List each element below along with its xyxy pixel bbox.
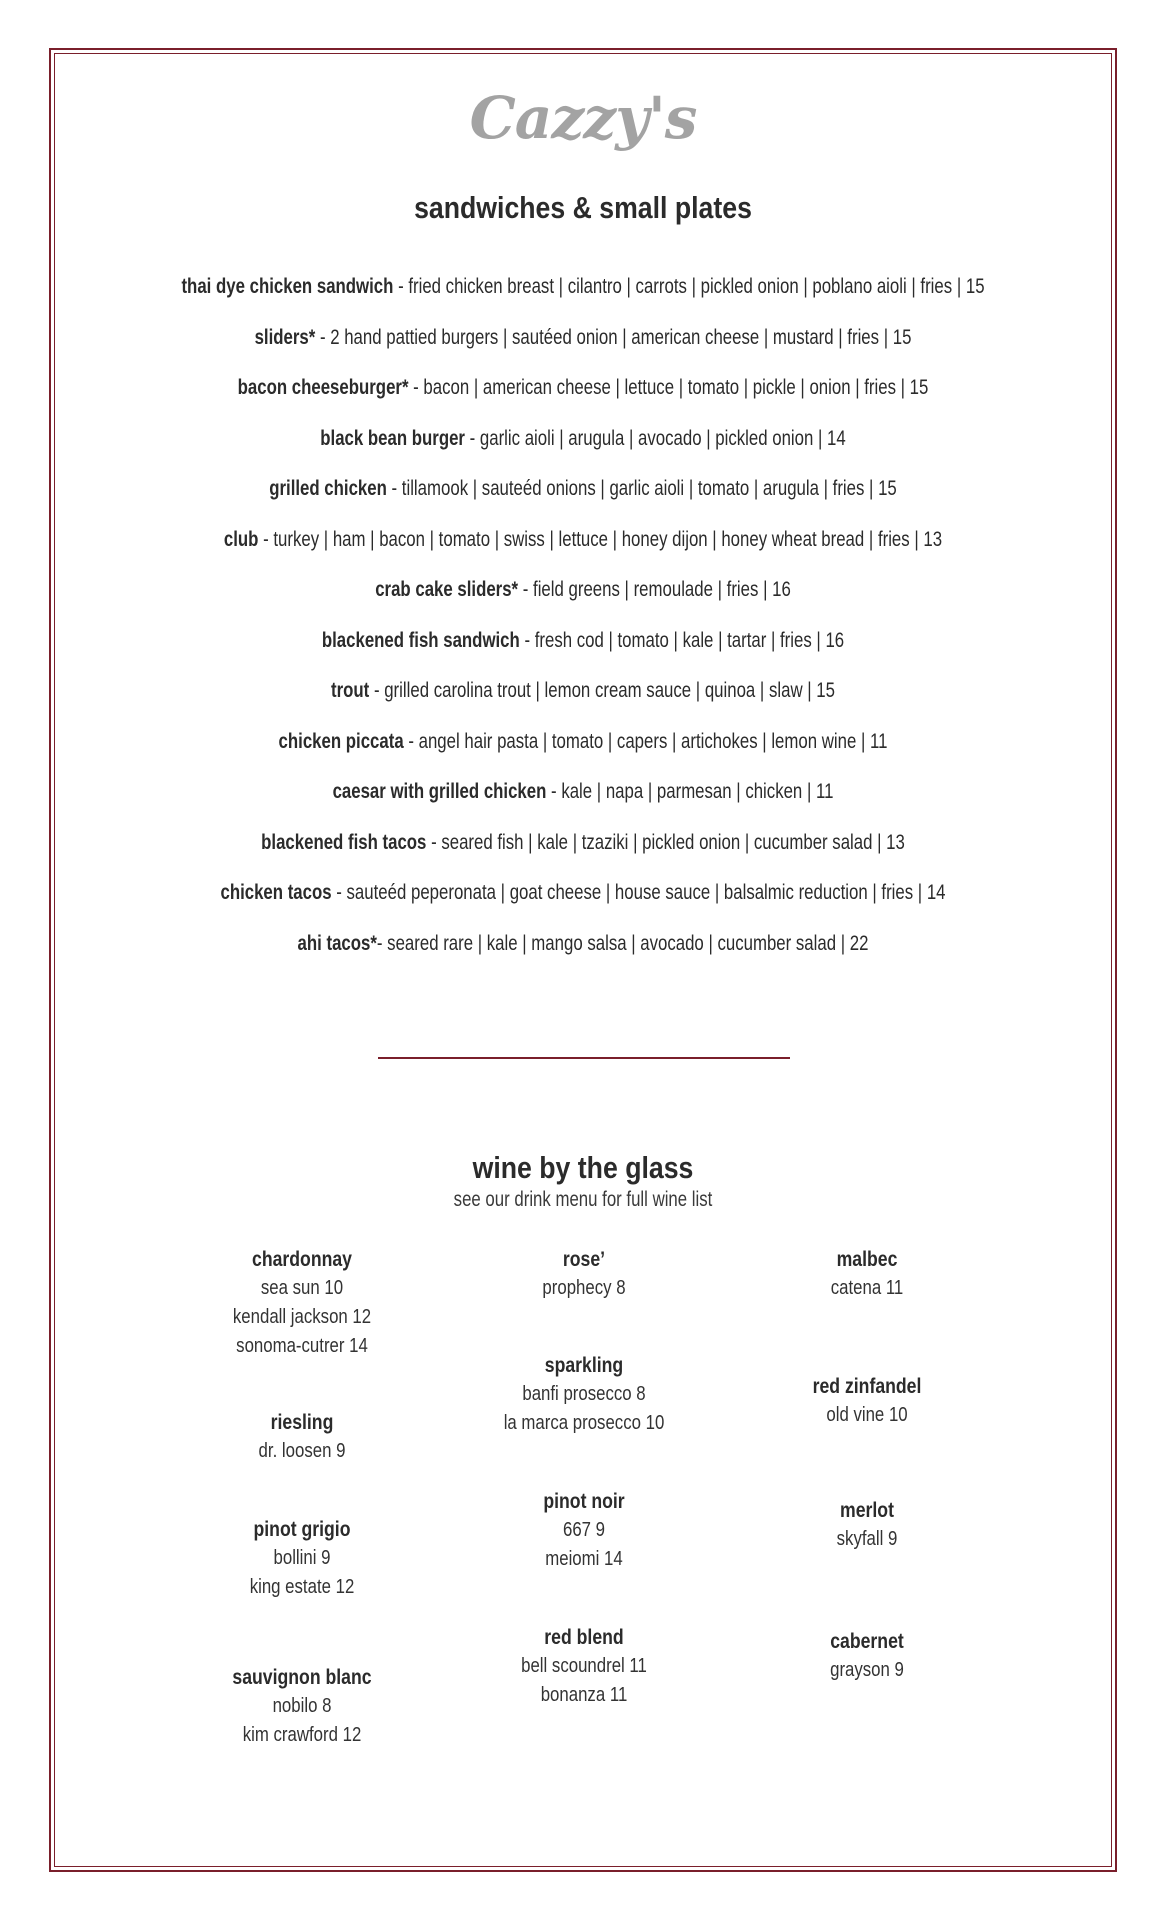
wine-label-price: catena 11: [830, 1277, 904, 1299]
sandwich-menu-list: [60, 268, 1106, 975]
menu-item-name: trout: [331, 679, 370, 702]
menu-item: [165, 319, 1002, 370]
wine-group: [766, 1627, 968, 1685]
menu-item-description: - tillamook | sauteéd onions | garlic aioli | tomato | arugula | fries | 15: [386, 477, 897, 500]
wine-label-price: banfi prosecco 8: [522, 1383, 646, 1405]
menu-item-description: - 2 hand pattied burgers | sautéed onion | american cheese | mustard | fries | 15: [315, 325, 912, 349]
menu-item: [165, 470, 1002, 521]
menu-item-name: chicken piccata: [278, 729, 404, 753]
wine-label-price: grayson 9: [830, 1659, 904, 1681]
wine-group: [483, 1351, 685, 1438]
wine-varietal: malbec: [836, 1248, 898, 1271]
wine-label-price: la marca prosecco 10: [503, 1412, 665, 1434]
menu-item-description: - turkey | ham | bacon | tomato | swiss | lettuce | honey dijon | honey wheat bread | fries | 13: [258, 527, 943, 551]
menu-item-description: - fresh cod | tomato | kale | tartar | fries | 16: [519, 628, 845, 652]
wine-group: [766, 1245, 968, 1303]
menu-item-description: - bacon | american cheese | lettuce | tomato | pickle | onion | fries | 15: [408, 376, 929, 399]
wine-varietal: cabernet: [830, 1630, 904, 1653]
menu-item-description: - kale | napa | parmesan | chicken | 11: [546, 780, 834, 803]
wine-group: [766, 1372, 968, 1430]
menu-item-name: sliders*: [254, 325, 316, 349]
menu-item-name: ahi tacos*: [297, 931, 377, 955]
wine-varietal: chardonnay: [252, 1248, 352, 1271]
menu-item-name: grilled chicken: [269, 477, 387, 500]
menu-item-name: black bean burger: [320, 426, 465, 450]
menu-item: [165, 824, 1002, 875]
menu-item: [165, 773, 1002, 824]
menu-item-name: chicken tacos: [220, 881, 332, 904]
wine-group: [483, 1245, 685, 1303]
wine-label-price: bollini 9: [273, 1547, 331, 1569]
wine-group: [483, 1623, 685, 1710]
wine-group: [201, 1245, 403, 1361]
menu-item: [165, 622, 1002, 673]
menu-item-name: thai dye chicken sandwich: [181, 275, 394, 298]
wine-label-price: old vine 10: [826, 1404, 908, 1426]
menu-item-name: blackened fish sandwich: [321, 628, 520, 652]
menu-item: [165, 420, 1002, 471]
wine-label-price: kendall jackson 12: [232, 1306, 372, 1328]
wine-varietal: pinot grigio: [253, 1518, 351, 1541]
wine-label-price: 667 9: [562, 1519, 606, 1541]
wine-label-price: nobilo 8: [272, 1695, 332, 1717]
wine-varietal: merlot: [840, 1499, 894, 1522]
wine-label-price: kim crawford 12: [242, 1724, 362, 1746]
wine-group: [201, 1663, 403, 1750]
menu-item: [165, 672, 1002, 723]
menu-item-description: - grilled carolina trout | lemon cream sauce | quinoa | slaw | 15: [369, 679, 835, 702]
wine-label-price: bonanza 11: [540, 1684, 628, 1706]
menu-item-name: blackened fish tacos: [261, 830, 427, 854]
menu-item-description: - field greens | remoulade | fries | 16: [518, 578, 791, 601]
wine-varietal: sauvignon blanc: [232, 1666, 372, 1689]
wine-label-price: king estate 12: [249, 1576, 355, 1598]
wine-group: [201, 1515, 403, 1602]
wine-group: [201, 1408, 403, 1466]
menu-item-description: - angel hair pasta | tomato | capers | artichokes | lemon wine | 11: [403, 729, 888, 753]
menu-item-description: - garlic aioli | arugula | avocado | pickled onion | 14: [464, 426, 846, 450]
menu-item: [165, 925, 1002, 976]
wine-label-price: sonoma-cutrer 14: [236, 1335, 368, 1357]
wine-subtitle: see our drink menu for full wine list: [453, 1188, 713, 1211]
menu-item: [165, 874, 1002, 925]
wine-label-price: skyfall 9: [836, 1528, 898, 1550]
menu-item: [165, 723, 1002, 774]
wine-section-title: wine by the glass: [472, 1150, 694, 1185]
wine-label-price: sea sun 10: [260, 1277, 344, 1299]
wine-varietal: red blend: [544, 1626, 624, 1649]
menu-item-description: - seared fish | kale | tzaziki | pickled onion | cucumber salad | 13: [426, 830, 905, 854]
wine-group: [766, 1496, 968, 1554]
menu-item: [165, 369, 1002, 420]
wine-varietal: rose’: [562, 1248, 606, 1271]
wine-label-price: bell scoundrel 11: [521, 1655, 647, 1677]
menu-item-description: - fried chicken breast | cilantro | carrots | pickled onion | poblano aioli | fries | 15: [393, 275, 985, 298]
restaurant-logo: Cazzy's: [469, 84, 697, 152]
wine-varietal: red zinfandel: [812, 1375, 922, 1398]
wine-label-price: dr. loosen 9: [258, 1440, 346, 1462]
wine-label-price: prophecy 8: [542, 1277, 626, 1299]
menu-item-description: - seared rare | kale | mango salsa | avocado | cucumber salad | 22: [376, 931, 869, 955]
menu-item: [165, 571, 1002, 622]
menu-item-description: - sauteéd peperonata | goat cheese | house sauce | balsalmic reduction | fries | 14: [331, 881, 946, 904]
wine-varietal: pinot noir: [543, 1490, 625, 1513]
wine-varietal: sparkling: [544, 1354, 624, 1377]
menu-item-name: crab cake sliders*: [375, 578, 519, 601]
menu-item-name: club: [223, 527, 259, 551]
menu-item: [165, 521, 1002, 572]
wine-group: [483, 1487, 685, 1574]
menu-item-name: bacon cheeseburger*: [237, 376, 409, 399]
menu-item: [165, 268, 1002, 319]
wine-varietal: riesling: [270, 1411, 334, 1434]
section-divider: [378, 1057, 790, 1059]
sandwiches-section-title: sandwiches & small plates: [414, 190, 752, 225]
menu-item-name: caesar with grilled chicken: [332, 780, 547, 803]
wine-label-price: meiomi 14: [545, 1548, 623, 1570]
